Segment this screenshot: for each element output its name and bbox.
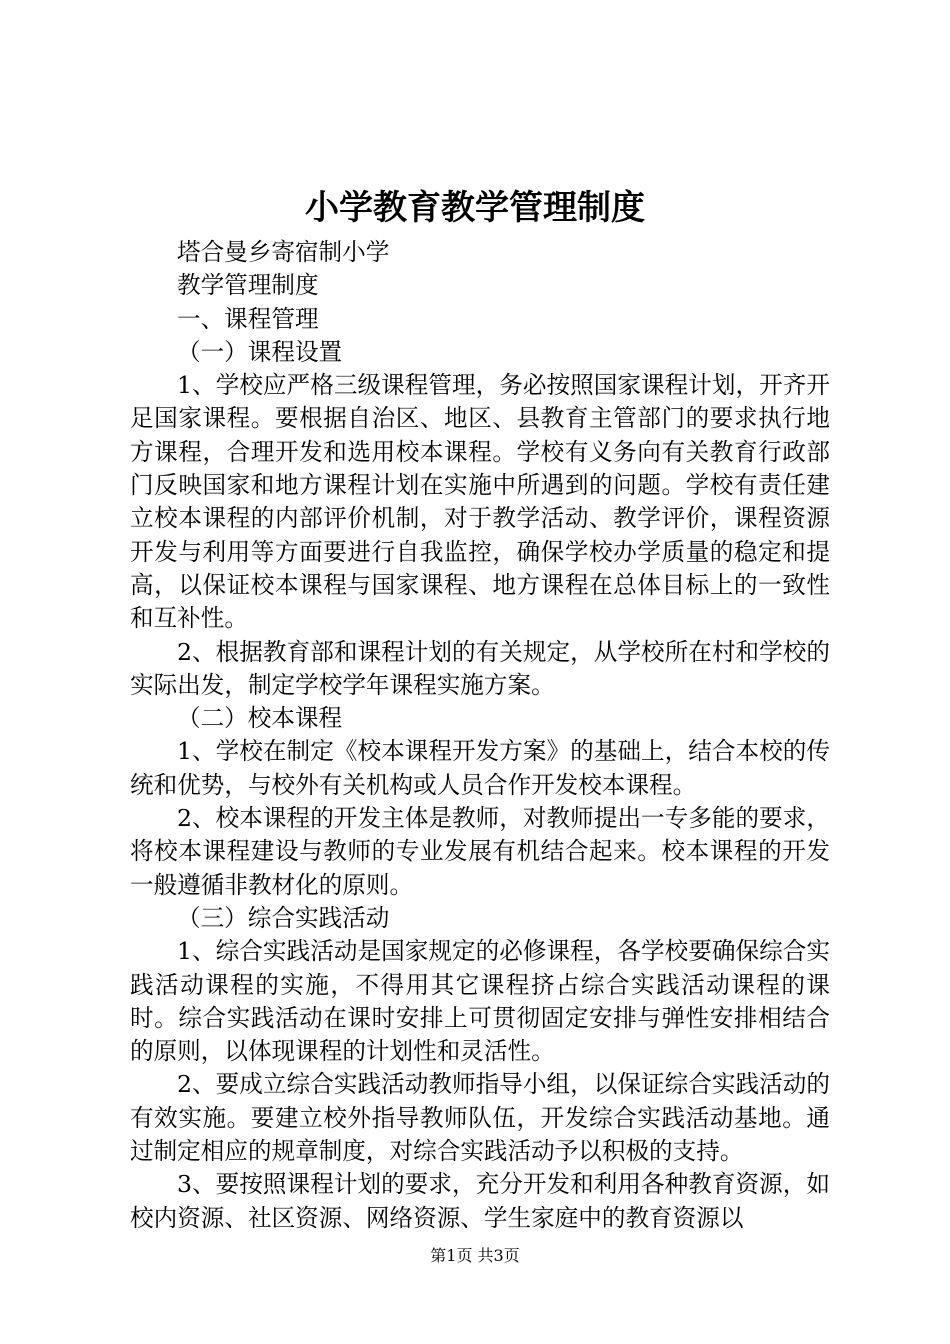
page-footer: 第1页 共3页	[430, 1246, 520, 1265]
paragraph: 3、要按照课程计划的要求，充分开发和利用各种教育资源，如校内资源、社区资源、网络资源、学生家庭中的教育资源以	[130, 1170, 830, 1232]
paragraph: 2、根据教育部和课程计划的有关规定，从学校所在村和学校的实际出发，制定学校学年课程实施方案。	[130, 637, 830, 699]
paragraph: 1、综合实践活动是国家规定的必修课程，各学校要确保综合实践活动课程的实施，不得用其它课程挤占综合实践活动课程的课时。综合实践活动在课时安排上可贯彻固定安排与弹性安排相结合的原则，以体现课程的计划性和灵活性。	[130, 937, 830, 1066]
paragraph: 2、校本课程的开发主体是教师，对教师提出一专多能的要求，将校本课程建设与教师的专业发展有机结合起来。校本课程的开发一般遵循非教材化的原则。	[130, 804, 830, 899]
section-heading: 一、课程管理	[177, 304, 319, 333]
subsection-heading: （三）综合实践活动	[177, 903, 390, 932]
paragraph: 2、要成立综合实践活动教师指导小组，以保证综合实践活动的有效实施。要建立校外指导教师队伍，开发综合实践活动基地。通过制定相应的规章制度，对综合实践活动予以积极的支持。	[130, 1070, 830, 1166]
subsection-heading: （一）课程设置	[177, 337, 343, 366]
document-title: 小学教育教学管理制度	[305, 188, 645, 228]
subtitle-line: 教学管理制度	[177, 271, 319, 300]
subsection-heading: （二）校本课程	[177, 704, 343, 733]
school-name-line: 塔合曼乡寄宿制小学	[177, 238, 390, 266]
document-body	[130, 236, 830, 1235]
paragraph: 1、学校在制定《校本课程开发方案》的基础上，结合本校的传统和优势，与校外有关机构或人员合作开发校本课程。	[130, 737, 830, 799]
paragraph: 1、学校应严格三级课程管理，务必按照国家课程计划，开齐开足国家课程。要根据自治区、地区、县教育主管部门的要求执行地方课程，合理开发和选用校本课程。学校有义务向有关教育行政部门反映国家和地方课程计划在实施中所遇到的问题。学校有责任建立校本课程的内部评价机制，对于教学活动、教学评价，课程资源开发与利用等方面要进行自我监控，确保学校办学质量的稳定和提高，以保证校本课程与国家课程、地方课程在总体目标上的一致性和互补性。	[130, 371, 830, 633]
